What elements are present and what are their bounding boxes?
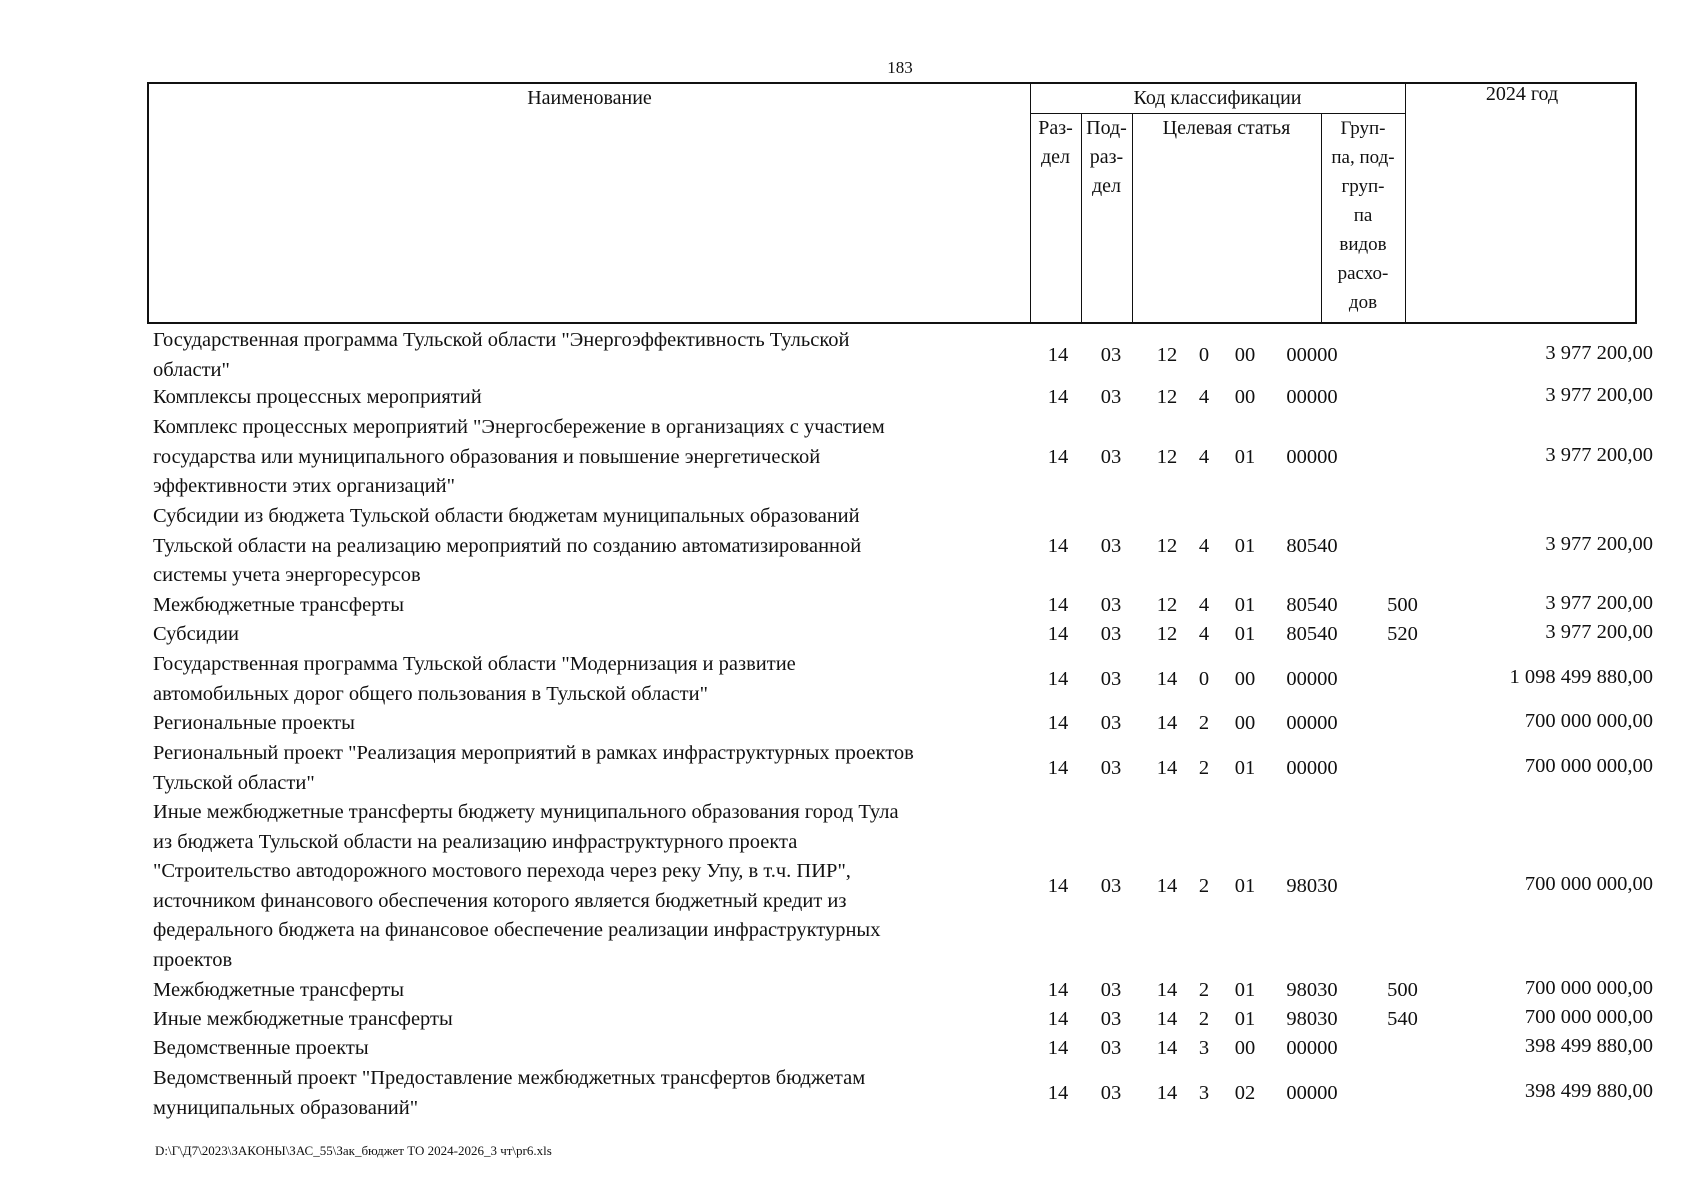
row-code-podrazdel: 03 <box>1100 594 1122 616</box>
row-code-c1: 14 <box>1156 756 1178 779</box>
row-amount: 700 000 000,00 <box>1524 1006 1653 1028</box>
header-code-group: Код классификации <box>1133 87 1302 109</box>
footer-file-path: D:\Г\Д7\2023\ЗАКОНЫ\ЗАС_55\Зак_бюджет ТО 2024-2026_3 чт\pr6.xls <box>155 1143 552 1158</box>
row-code-c1: 12 <box>1156 386 1178 408</box>
row-code-c4: 00000 <box>1286 712 1338 734</box>
row-amount: 700 000 000,00 <box>1524 977 1653 999</box>
row-code-c2: 0 <box>1198 343 1210 366</box>
row-code-c4: 00000 <box>1286 386 1338 408</box>
row-code-c1: 14 <box>1156 1008 1178 1030</box>
row-code-c2: 2 <box>1198 712 1210 734</box>
row-name: Комплекс процессных мероприятий "Энергосбережение в организациях с участием государства или муниципального образования и повышение энергетической эффективности этих организаций" <box>153 416 885 497</box>
row-code-c1: 14 <box>1156 712 1178 734</box>
row-code-podrazdel: 03 <box>1100 874 1122 897</box>
row-code-vid: 520 <box>1387 623 1418 645</box>
row-code-c4: 80540 <box>1286 594 1338 616</box>
row-code-c3: 01 <box>1234 874 1256 897</box>
row-code-vid: 500 <box>1387 979 1418 1001</box>
row-code-c4: 98030 <box>1286 874 1338 897</box>
row-amount: 700 000 000,00 <box>1524 710 1653 732</box>
row-code-c1: 14 <box>1156 979 1178 1001</box>
row-code-podrazdel: 03 <box>1100 712 1122 734</box>
header-razdel: Раз- дел <box>1038 117 1073 168</box>
row-code-c2: 2 <box>1198 874 1210 897</box>
row-name: Комплексы процессных мероприятий <box>153 386 482 408</box>
row-code-podrazdel: 03 <box>1100 979 1122 1001</box>
row-code-c4: 98030 <box>1286 1008 1338 1030</box>
row-code-c2: 4 <box>1198 623 1210 645</box>
row-code-c1: 12 <box>1156 594 1178 616</box>
row-code-razdel: 14 <box>1047 594 1069 616</box>
header-vid-group: Груп- па, под- груп- па видов расхо- дов <box>1331 118 1395 313</box>
row-code-c4: 00000 <box>1286 667 1338 690</box>
row-code-c4: 00000 <box>1286 445 1338 468</box>
row-amount: 398 499 880,00 <box>1524 1035 1653 1057</box>
row-code-c4: 80540 <box>1286 534 1338 557</box>
row-code-c1: 12 <box>1156 343 1178 366</box>
row-name: Государственная программа Тульской области "Модернизация и развитие автомобильных дорог общего пользования в Тульской области" <box>153 653 796 705</box>
row-amount: 1 098 499 880,00 <box>1509 665 1653 688</box>
page-number: 183 <box>887 58 913 77</box>
row-code-c3: 00 <box>1234 667 1256 690</box>
row-name: Иные межбюджетные трансферты <box>153 1008 453 1030</box>
row-code-c2: 4 <box>1198 386 1210 408</box>
row-code-razdel: 14 <box>1047 756 1069 779</box>
row-code-c2: 3 <box>1198 1081 1210 1104</box>
row-code-c1: 14 <box>1156 1037 1178 1059</box>
row-code-c4: 00000 <box>1286 343 1338 366</box>
row-code-c4: 98030 <box>1286 979 1338 1001</box>
row-name: Межбюджетные трансферты <box>153 594 404 616</box>
row-name: Государственная программа Тульской области "Энергоэффективность Тульской области" <box>153 329 850 381</box>
row-code-podrazdel: 03 <box>1100 756 1122 779</box>
row-code-podrazdel: 03 <box>1100 534 1122 557</box>
row-amount: 3 977 200,00 <box>1545 341 1653 364</box>
row-name: Субсидии <box>153 623 240 645</box>
row-name: Ведомственный проект "Предоставление межбюджетных трансфертов бюджетам муниципальных образований" <box>153 1067 866 1119</box>
row-code-c3: 01 <box>1234 623 1256 645</box>
row-code-razdel: 14 <box>1047 979 1069 1001</box>
row-code-podrazdel: 03 <box>1100 386 1122 408</box>
row-code-c1: 12 <box>1156 623 1178 645</box>
row-code-c2: 0 <box>1198 667 1210 690</box>
row-code-podrazdel: 03 <box>1100 1037 1122 1059</box>
row-code-c2: 4 <box>1198 445 1210 468</box>
row-name: Региональные проекты <box>153 712 355 734</box>
row-code-c2: 3 <box>1198 1037 1210 1059</box>
row-code-razdel: 14 <box>1047 874 1069 897</box>
row-amount: 3 977 200,00 <box>1545 384 1653 406</box>
row-code-vid: 500 <box>1387 594 1418 616</box>
row-amount: 700 000 000,00 <box>1524 872 1653 895</box>
row-code-c1: 12 <box>1156 534 1178 557</box>
row-code-c2: 2 <box>1198 979 1210 1001</box>
row-code-c3: 00 <box>1234 1037 1256 1059</box>
header-name: Наименование <box>527 87 652 109</box>
row-name: Иные межбюджетные трансферты бюджету муниципального образования город Тула из бюджета Тульской области на реализацию инфраструктурного проекта "Строительство автодорожного мостового перехода через реку Упу, в т.ч. ПИР", источником финансового обеспечения которого является бюджетный кредит из федерального бюджета на финансовое обеспечение реализации инфраструктурных проектов <box>153 801 899 971</box>
row-code-podrazdel: 03 <box>1100 343 1122 366</box>
row-code-razdel: 14 <box>1047 534 1069 557</box>
row-code-c1: 12 <box>1156 445 1178 468</box>
row-code-c3: 01 <box>1234 1008 1256 1030</box>
row-code-c2: 4 <box>1198 594 1210 616</box>
row-code-c3: 01 <box>1234 594 1256 616</box>
row-code-c3: 00 <box>1234 343 1256 366</box>
row-name: Межбюджетные трансферты <box>153 979 404 1001</box>
row-code-podrazdel: 03 <box>1100 1081 1122 1104</box>
table-header <box>147 82 1637 324</box>
row-amount: 398 499 880,00 <box>1524 1079 1653 1102</box>
row-amount: 3 977 200,00 <box>1545 532 1653 555</box>
row-code-c3: 01 <box>1234 979 1256 1001</box>
row-code-razdel: 14 <box>1047 343 1069 366</box>
row-code-razdel: 14 <box>1047 712 1069 734</box>
row-name: Ведомственные проекты <box>153 1037 369 1059</box>
row-code-podrazdel: 03 <box>1100 667 1122 690</box>
divider <box>1132 114 1133 322</box>
row-code-c1: 14 <box>1156 667 1178 690</box>
row-name: Региональный проект "Реализация мероприятий в рамках инфраструктурных проектов Тульской области" <box>153 742 914 794</box>
row-amount: 3 977 200,00 <box>1545 592 1653 614</box>
row-code-podrazdel: 03 <box>1100 445 1122 468</box>
row-code-c1: 14 <box>1156 1081 1178 1104</box>
row-code-razdel: 14 <box>1047 1008 1069 1030</box>
row-code-c3: 00 <box>1234 386 1256 408</box>
header-year: 2024 год <box>1485 83 1559 105</box>
row-name: Субсидии из бюджета Тульской области бюджетам муниципальных образований Тульской области на реализацию мероприятий по созданию автоматизированной системы учета энергоресурсов <box>153 505 862 586</box>
row-code-c3: 02 <box>1234 1081 1256 1104</box>
row-amount: 700 000 000,00 <box>1524 754 1653 777</box>
row-code-razdel: 14 <box>1047 667 1069 690</box>
row-code-razdel: 14 <box>1047 1081 1069 1104</box>
row-code-c3: 00 <box>1234 712 1256 734</box>
row-code-vid: 540 <box>1387 1008 1418 1030</box>
row-code-c4: 80540 <box>1286 623 1338 645</box>
row-code-c3: 01 <box>1234 445 1256 468</box>
divider <box>1405 84 1406 322</box>
row-code-c2: 2 <box>1198 1008 1210 1030</box>
row-amount: 3 977 200,00 <box>1545 443 1653 466</box>
row-code-razdel: 14 <box>1047 445 1069 468</box>
row-code-c4: 00000 <box>1286 1081 1338 1104</box>
row-code-podrazdel: 03 <box>1100 623 1122 645</box>
row-code-c4: 00000 <box>1286 1037 1338 1059</box>
row-amount: 3 977 200,00 <box>1545 621 1653 643</box>
row-code-c1: 14 <box>1156 874 1178 897</box>
row-code-c2: 2 <box>1198 756 1210 779</box>
row-code-c4: 00000 <box>1286 756 1338 779</box>
row-code-c2: 4 <box>1198 534 1210 557</box>
header-podrazdel: Под- раз- дел <box>1086 117 1127 197</box>
header-target-article: Целевая статья <box>1162 117 1291 139</box>
row-code-razdel: 14 <box>1047 1037 1069 1059</box>
row-code-podrazdel: 03 <box>1100 1008 1122 1030</box>
row-code-razdel: 14 <box>1047 386 1069 408</box>
row-code-c3: 01 <box>1234 534 1256 557</box>
row-code-razdel: 14 <box>1047 623 1069 645</box>
row-code-c3: 01 <box>1234 756 1256 779</box>
